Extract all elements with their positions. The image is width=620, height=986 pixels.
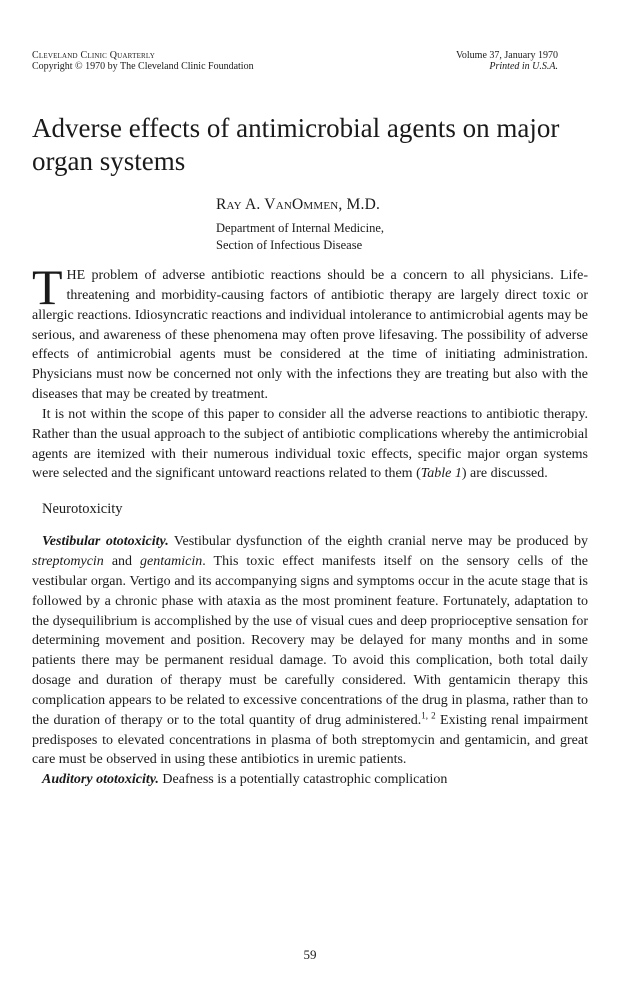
affiliation (216, 220, 384, 254)
paragraph-intro (32, 259, 588, 405)
drug-gentamicin: gentamicin (140, 553, 203, 569)
section-heading: Neurotoxicity (42, 501, 123, 518)
paragraph-intro-text: HE problem of adverse antibiotic reactions should be a concern to all physicians. Life-threatening and morbidity-causing factors of antibiotic therapy are largely direct toxic or allergic reactions. Idiosyncratic reactions and individual intolerance to antimicrobial agents may be serious, and awareness of these phenomena may often prove lifesaving. The possibility of adverse effects of antimicrobial agents must be considered at the time of initiating administration. Physicians must now be concerned not only with the infections they are treating but also with the diseases that may be created by treatment. (32, 268, 588, 403)
affiliation-department: Department of Internal Medicine, (216, 221, 384, 235)
vestibular-and: and (103, 553, 141, 569)
copyright-line: Copyright © 1970 by The Cleveland Clinic Foundation (32, 61, 254, 72)
auditory-text: Deafness is a potentially catastrophic complication (158, 772, 448, 788)
paragraph-scope-text: It is not within the scope of this paper to consider all the adverse reactions to antibiotic therapy. Rather than the usual approach to the subject of antibiotic complications whereby the antimicrobial agents are itemized with their numerous individual toxic effects, specific major organ systems were selected and the significant untoward reactions related to them ( (32, 406, 588, 482)
table-reference: Table 1 (420, 466, 462, 482)
vestibular-text-1: Vestibular dysfunction of the eighth cranial nerve may be produced by (168, 534, 588, 550)
author-name: Ray A. VanOmmen, M.D. (216, 196, 381, 213)
paragraph-auditory (32, 770, 588, 790)
printed-line: Printed in U.S.A. (489, 61, 558, 72)
vestibular-text-3: Existing renal impairment predisposes to elevated concentrations in plasma of both streptomycin and gentamicin, and great care must be observed in using these antibiotics in uremic patients. (32, 712, 588, 768)
article-title: Adverse effects of antimicrobial agents on major organ systems (32, 113, 560, 176)
subsection-auditory-heading: Auditory ototoxicity. (42, 772, 159, 788)
affiliation-section: Section of Infectious Disease (216, 238, 363, 252)
reference-superscript: 1, 2 (421, 710, 436, 721)
author-block (216, 196, 384, 254)
running-header-right (456, 50, 558, 72)
journal-name: Cleveland Clinic Quarterly (32, 50, 155, 61)
volume-line: Volume 37, January 1970 (455, 50, 558, 61)
subsection-vestibular-heading: Vestibular ototoxicity. (42, 534, 169, 550)
paragraph-scope-end: ) are discussed. (461, 466, 548, 482)
page-number: 59 (303, 947, 317, 962)
running-header-left (32, 50, 254, 72)
drug-streptomycin: streptomycin (32, 553, 104, 569)
paragraph-scope (32, 405, 588, 484)
drop-cap: T (32, 259, 63, 315)
paragraph-vestibular (32, 532, 588, 770)
article-body (32, 259, 588, 790)
vestibular-text-2: . This toxic effect manifests itself on the sensory cells of the vestibular organ. Vertigo and its accompanying signs and symptoms occur in the acute stage that is followed by a chronic phase with ataxia as the most prominent feature. Fortunately, adaptation to the dysequilibrium is accomplished by the use of visual cues and deep proprioceptive sensation for determining movement and position. Recovery may be delayed for many months and in some patients there may be permanent residual damage. To avoid this complication, both total daily dosage and duration of therapy must be carefully considered. With gentamicin therapy this complication appears to be related to excessive concentrations of the drug in plasma, rather than to the duration of therapy or to the total quantity of drug administered. (32, 553, 588, 728)
